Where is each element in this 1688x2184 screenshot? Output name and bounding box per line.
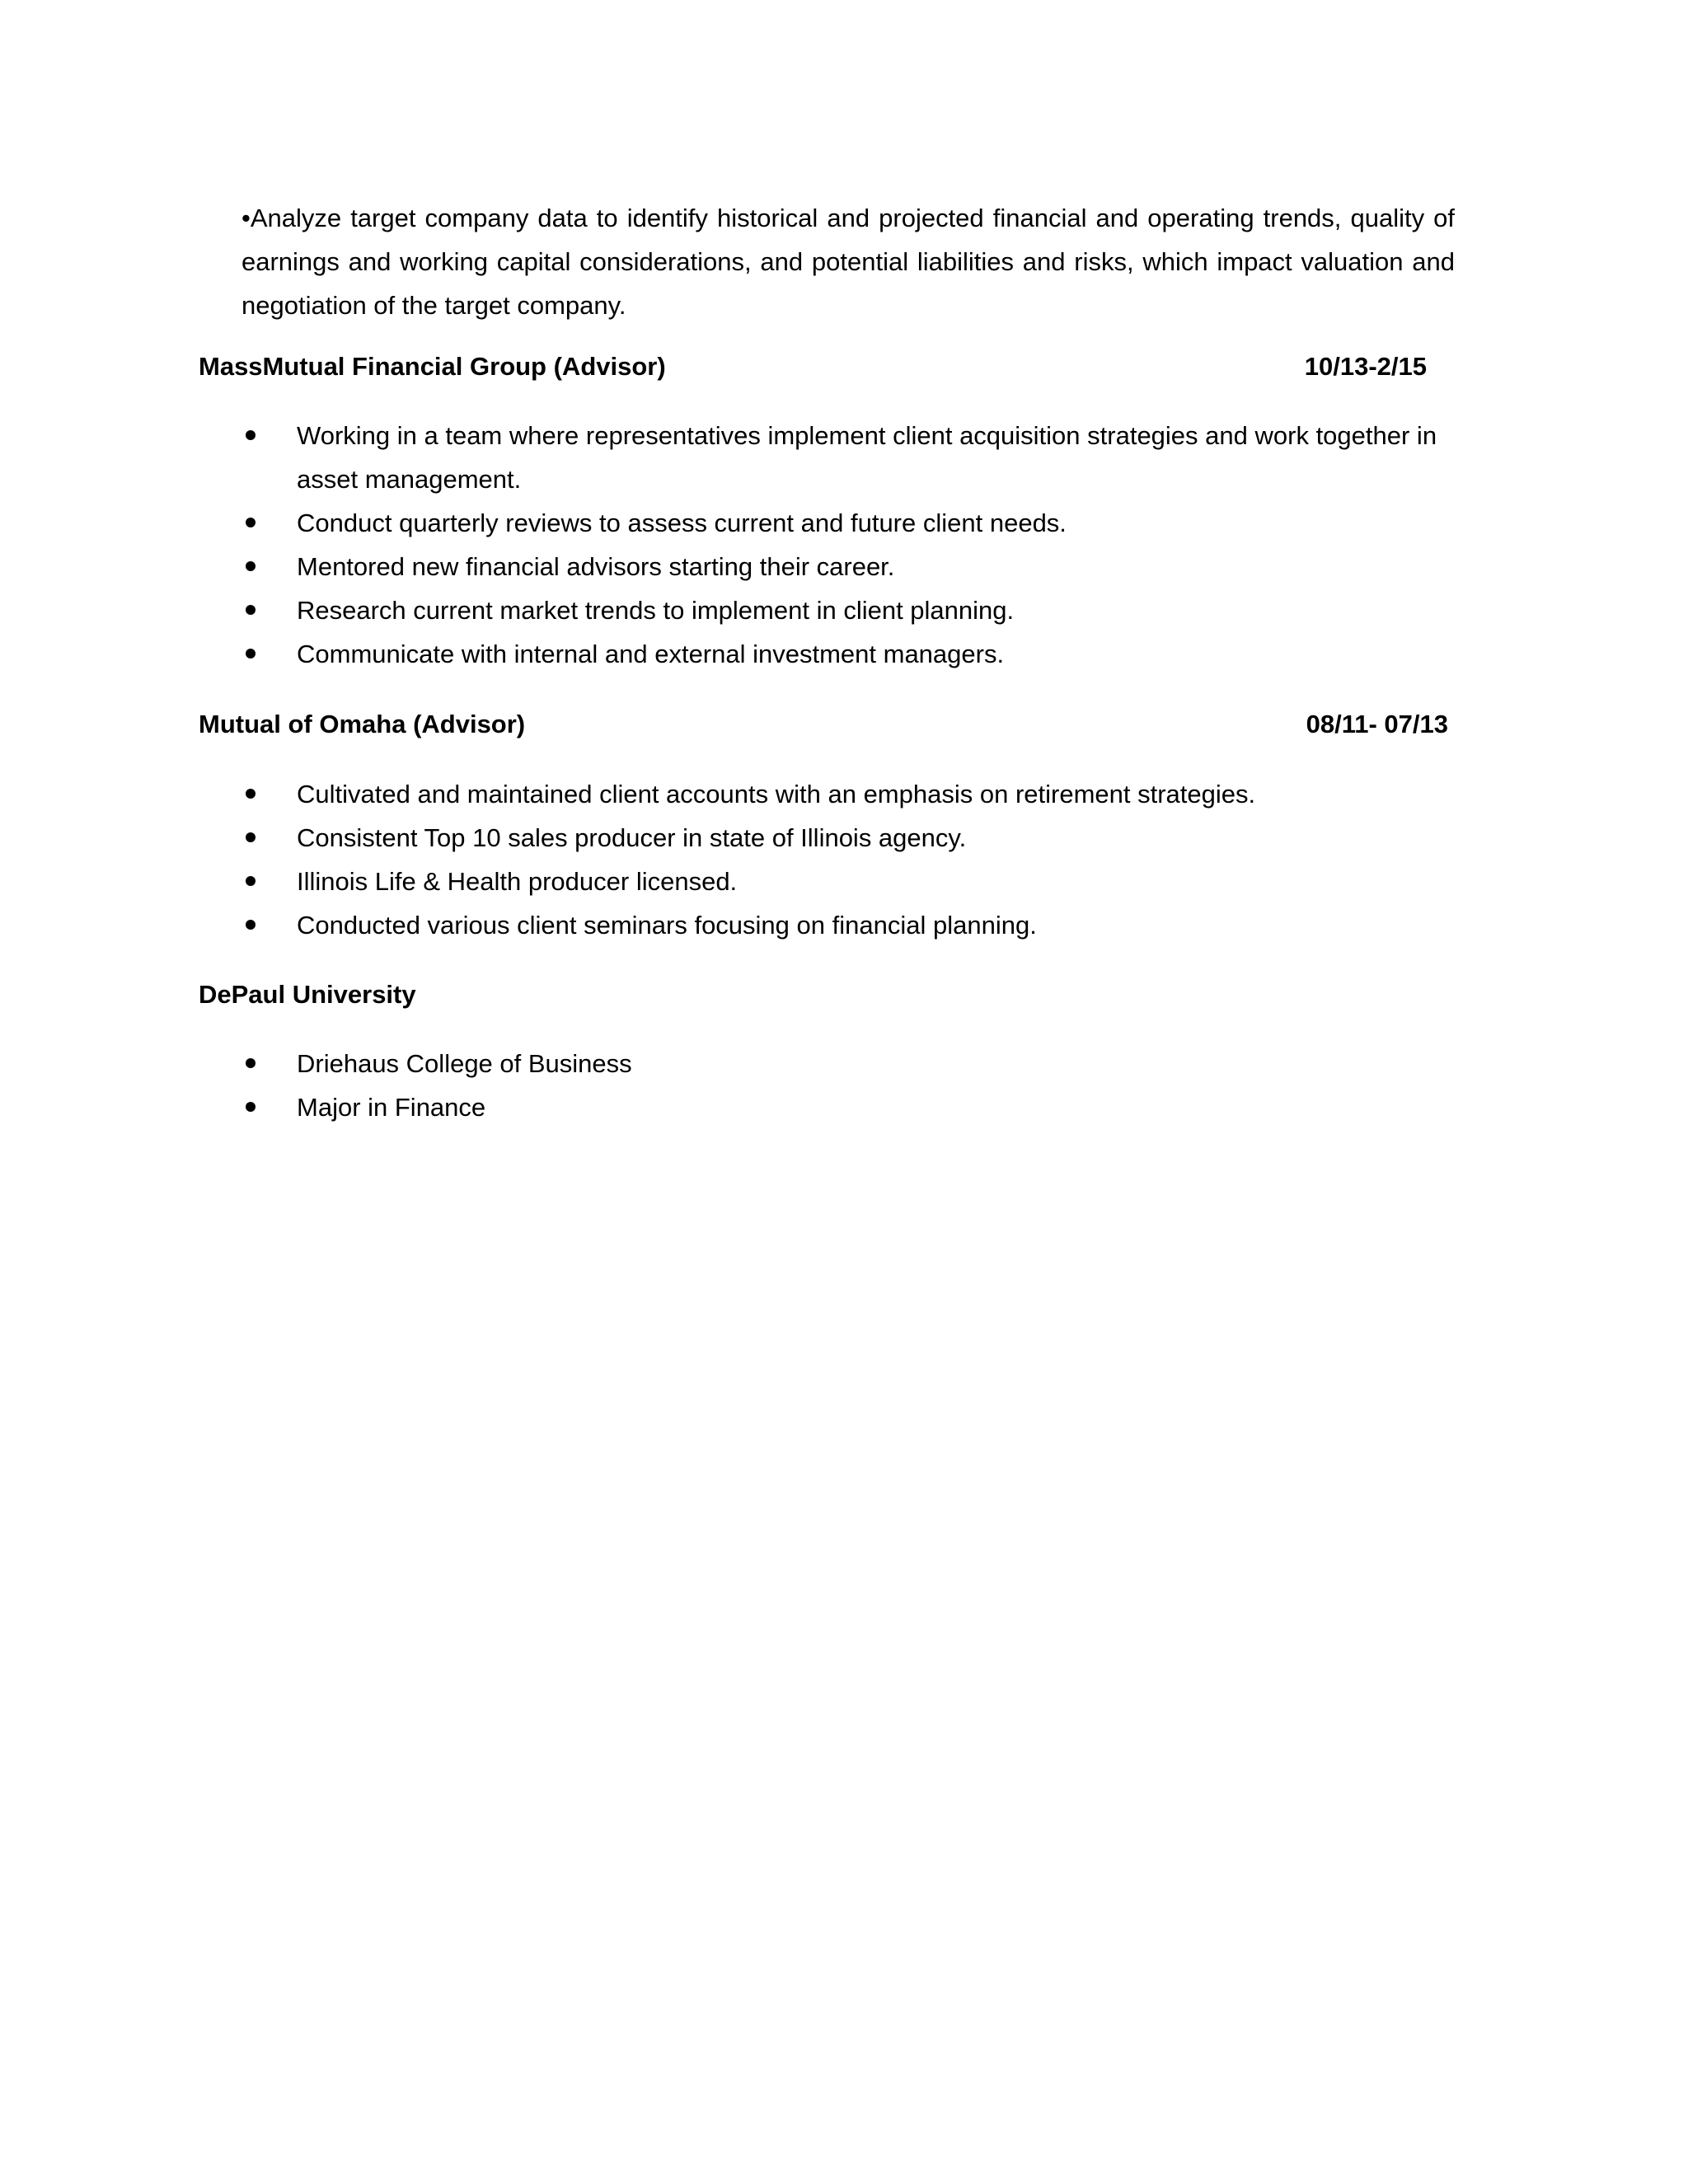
list-item [297,860,1467,903]
list-item [297,501,1467,545]
list-item-text: Major in Finance [297,1093,486,1122]
list-item-text: Cultivated and maintained client accounts with an emphasis on retirement strategies. [297,780,1256,808]
list-item-text: Working in a team where representatives implement client acquisition strategies and work together in asset management. [297,421,1437,494]
list-item [297,772,1467,816]
bullet-icon [246,876,256,886]
list-item-text: Consistent Top 10 sales producer in state of Illinois agency. [297,823,967,852]
bullet-icon [246,518,256,527]
list-item [297,1042,1467,1085]
list-item-text: Communicate with internal and external investment managers. [297,640,1005,668]
bullet-icon [246,1058,256,1068]
bullet-icon [246,1102,256,1112]
list-item [297,414,1467,501]
education-details-list [297,1042,1467,1129]
bullet-icon [246,561,256,571]
list-item-text: Illinois Life & Health producer licensed. [297,867,738,896]
bullet-icon [246,649,256,658]
list-item-text: Research current market trends to implement in client planning. [297,596,1015,625]
massmutual-duties-list [297,414,1467,676]
mutual-of-omaha-duties-list [297,772,1467,947]
list-item-text: Conducted various client seminars focusing on financial planning. [297,911,1037,940]
employment-dates: 10/13-2/15 [1304,352,1427,381]
list-item [297,588,1467,632]
job-heading-massmutual [199,349,1468,385]
list-item [297,1085,1467,1129]
list-item-text: Driehaus College of Business [297,1049,632,1078]
bullet-icon [246,430,256,440]
job-heading-mutual-of-omaha [199,706,1468,743]
school-name: DePaul University [199,980,416,1009]
bullet-icon [246,789,256,799]
list-item-text: Mentored new financial advisors starting their career. [297,552,895,581]
employer-name: MassMutual Financial Group (Advisor) [199,352,666,381]
bullet-icon [246,832,256,842]
list-item [297,632,1467,676]
list-item [297,545,1467,588]
bullet-icon [246,920,256,930]
list-item [297,816,1467,860]
list-item [297,903,1467,947]
list-item-text: Conduct quarterly reviews to assess current and future client needs. [297,509,1067,537]
employer-name: Mutual of Omaha (Advisor) [199,710,526,738]
education-heading-depaul [199,977,1468,1013]
intro-paragraph: •Analyze target company data to identify historical and projected financial and operating trends, quality of earnings and working capital considerations, and potential liabilities and risks, which impact valuation and negotiation of the target company. [241,204,1455,320]
bullet-icon [246,605,256,615]
employment-dates: 08/11- 07/13 [1306,710,1448,738]
